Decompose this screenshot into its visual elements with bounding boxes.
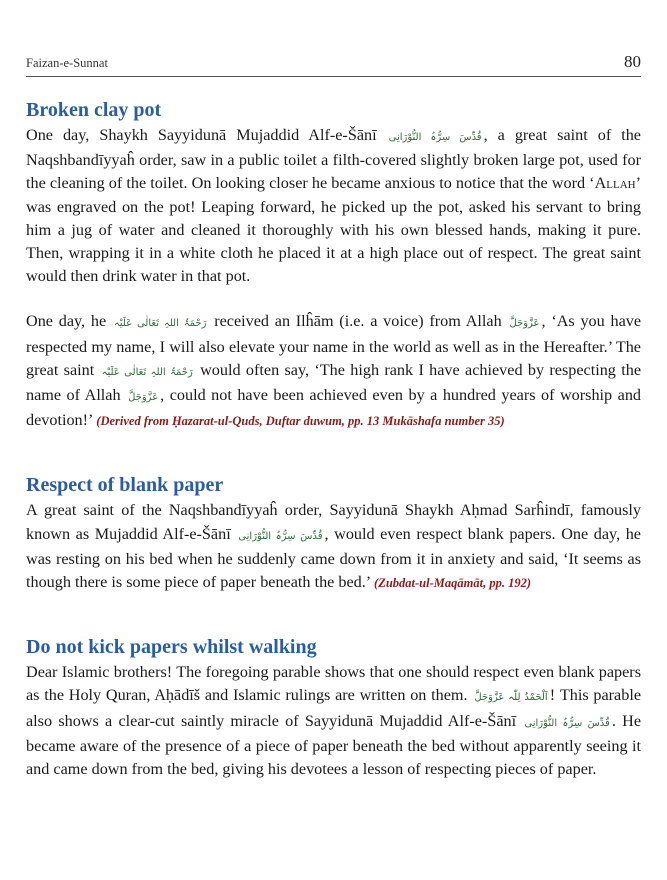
section-2-paragraph-1 — [26, 499, 641, 595]
text-run: received an Ilĥām (i.e. a voice) from Allah — [214, 312, 502, 331]
book-title: Faizan-e-Sunnat — [26, 56, 108, 70]
text-run: One day, he — [26, 312, 107, 331]
honorific-azzawajal: عَزَّوَجَلَّ — [509, 318, 540, 330]
text-run: , ‘As you have respected my name, I will also elevate your name in the world as well as in the Hereafter.’ The great saint — [26, 312, 642, 379]
page-content — [26, 96, 641, 781]
text-run: Dear Islamic brothers! The foregoing parable shows that one should respect even blank papers as the Holy Quran, Aḥādīš and Islamic rulings are written on them. — [26, 663, 641, 705]
text-run: ’ was engraved on the pot! Leaping forward, he picked up the pot, asked his servant to bring him a jug of water and cleaned it thoroughly with his own blessed hands, making it pure. Then, wrapping it in a white cloth he placed it at a high place out of respect. The great saint would then drink water in that pot. — [26, 174, 641, 286]
page-header — [26, 52, 641, 77]
section-heading-do-not-kick-papers: Do not kick papers whilst walking — [26, 636, 317, 659]
text-run: , would even respect blank papers. One day, he was resting on his bed when he suddenly came down from it in anxiety and said, ‘It seems as though there is some piece of paper beneath the bed.’ — [26, 524, 641, 592]
text-run: One day, Shaykh Sayyidunā Mujaddid Alf-e-Šānī — [26, 126, 377, 144]
section-1-paragraph-2 — [26, 310, 641, 433]
honorific-rahmatullah: رَحْمَۃُ اللہِ تَعَالٰی عَلَیْہ — [101, 366, 193, 378]
honorific-alhamdulillah: اَلْحَمْدُ لِلّٰہ عَزَّوَجَلَّ — [474, 692, 548, 704]
section-1-paragraph-1 — [26, 124, 641, 288]
honorific-quddisa: قُدِّسَ سِرُّہُ النُّوْرَانِی — [238, 530, 323, 542]
allah-word: Allah — [594, 174, 636, 193]
text-run: A great saint of the Naqshbandīyyaĥ order, Sayyidunā Shaykh Aḥmad Sarĥindī, famously known as Mujaddid Alf-e-Šānī — [26, 501, 641, 543]
section-3-paragraph-1 — [26, 661, 641, 781]
section-heading-respect-of-blank-paper: Respect of blank paper — [26, 474, 224, 497]
honorific-rahmatullah: رَحْمَۃُ اللہِ تَعَالٰی عَلَیْہ — [113, 318, 207, 330]
text-run: ! This parable also shows a clear-cut saintly miracle of Sayyidunā Mujaddid Alf-e-Šānī — [26, 686, 642, 730]
text-run: . He became aware of the presence of a piece of paper beneath the bed without apparently seeing it and came down from the bed, giving his devotees a lesson of respecting pieces of paper. — [26, 711, 642, 779]
text-run: , could not have been achieved even by a hundred years of worship and devotion!’ — [26, 386, 642, 430]
reference-citation: (Derived from Ḥazarat-ul-Quds, Duftar duwum, pp. 13 Mukāshafa number 35) — [96, 414, 505, 429]
honorific-azzawajal: عَزَّوَجَلَّ — [128, 392, 159, 404]
honorific-quddisa: قُدِّسَ سِرُّہُ النُّوْرَانِی — [524, 717, 610, 729]
reference-citation: (Zubdat-ul-Maqāmāt, pp. 192) — [374, 576, 531, 591]
honorific-quddisa: قُدِّسَ سِرُّہُ النُّوْرَانِی — [388, 132, 482, 143]
page-number: 80 — [624, 52, 641, 71]
section-heading-broken-clay-pot: Broken clay pot — [26, 99, 162, 121]
text-run: , a great saint of the Naqshbandīyyaĥ order, saw in a public toilet a filth-covered slightly broken large pot, used for the cleaning of the toilet. On looking closer he became anxious to notice that the word ‘ — [26, 126, 641, 193]
text-run: would often say, ‘The high rank I have achieved by respecting the name of Allah — [26, 360, 641, 405]
